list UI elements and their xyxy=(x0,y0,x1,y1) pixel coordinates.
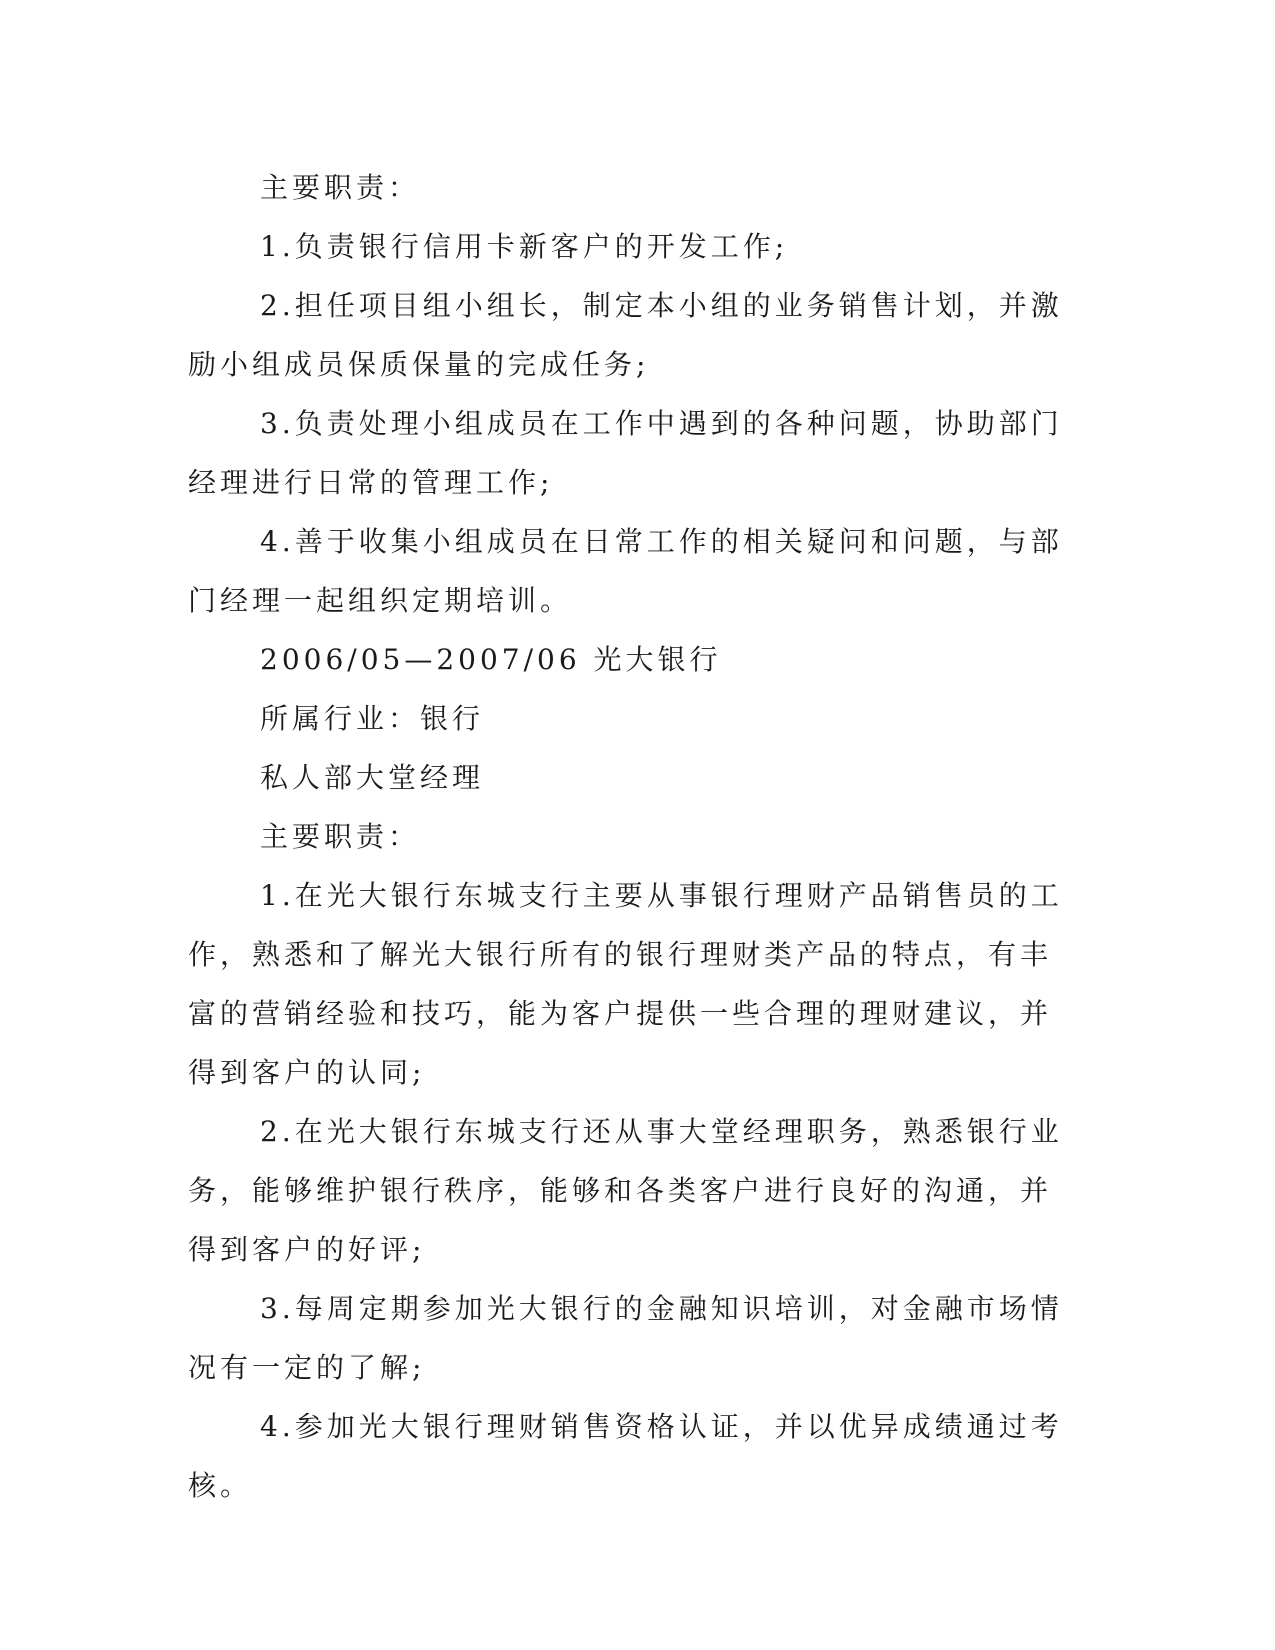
duty-item: 2.在光大银行东城支行还从事大堂经理职务，熟悉银行业务，能够维护银行秩序，能够和各类客户进行良好的沟通，并得到客户的好评; xyxy=(188,1115,1063,1266)
duty-item: 3.每周定期参加光大银行的金融知识培训，对金融市场情况有一定的了解; xyxy=(188,1292,1063,1384)
duty-item: 4.善于收集小组成员在日常工作的相关疑问和问题，与部门经理一起组织定期培训。 xyxy=(188,525,1063,617)
duty-item: 1.负责银行信用卡新客户的开发工作; xyxy=(260,230,789,263)
duties-heading: 主要职责： xyxy=(260,820,421,853)
document-body xyxy=(188,158,1068,1515)
position-title: 私人部大堂经理 xyxy=(260,761,485,794)
duty-item: 4.参加光大银行理财销售资格认证，并以优异成绩通过考核。 xyxy=(188,1410,1063,1502)
duty-item: 3.负责处理小组成员在工作中遇到的各种问题，协助部门经理进行日常的管理工作; xyxy=(188,407,1063,499)
duty-item: 2.担任项目组小组长，制定本小组的业务销售计划，并激励小组成员保质保量的完成任务; xyxy=(188,289,1063,381)
industry-line: 所属行业：银行 xyxy=(260,702,485,735)
duty-item: 1.在光大银行东城支行主要从事银行理财产品销售员的工作，熟悉和了解光大银行所有的银行理财类产品的特点，有丰富的营销经验和技巧，能为客户提供一些合理的理财建议，并得到客户的认同; xyxy=(188,879,1063,1089)
duties-heading: 主要职责： xyxy=(260,171,421,204)
employment-period: 2006/05—2007/06 光大银行 xyxy=(260,643,722,676)
